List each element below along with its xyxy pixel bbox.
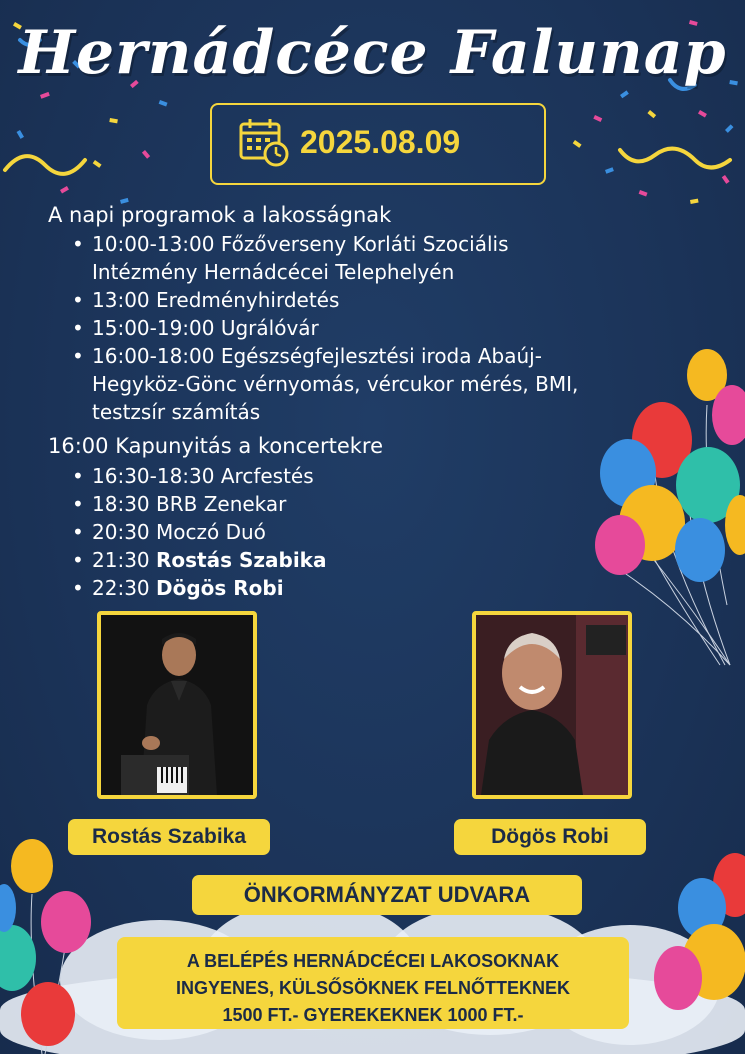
performer-photo-rostas-szabika <box>97 611 257 799</box>
concert-item: • 20:30 Moczó Duó <box>72 518 472 546</box>
program-item: • 10:00-13:00 Főzőverseny Korláti Szociális Intézmény Hernádcécei Telephelyén <box>72 230 632 286</box>
venue-banner: ÖNKORMÁNYZAT UDVARA <box>192 875 582 915</box>
concert-item: • 22:30 Dögös Robi <box>72 574 472 602</box>
entry-line: INGYENES, KÜLSŐSÖKNEK FELNŐTTEKNEK <box>175 978 571 998</box>
calendar-clock-icon <box>238 116 290 168</box>
concert-program-list <box>72 462 472 602</box>
poster-title: Hernádcéce Falunap <box>18 18 727 88</box>
concert-item: • 21:30 Rostás Szabika <box>72 546 472 574</box>
entry-line: 1500 FT.- GYEREKEKNEK 1000 FT.- <box>222 1005 524 1025</box>
section-heading-concerts: 16:00 Kapunyitás a koncertekre <box>48 434 384 458</box>
daily-program-list <box>72 230 632 426</box>
balloons-bottom-right-decoration <box>650 850 745 1054</box>
balloons-left-decoration <box>0 838 110 1054</box>
performer-photo-dogos-robi <box>472 611 632 799</box>
performer-name-badge: Rostás Szabika <box>68 819 270 855</box>
program-item: • 15:00-19:00 Ugrálóvár <box>72 314 632 342</box>
event-date: 2025.08.09 <box>300 124 461 160</box>
performer-name-badge: Dögös Robi <box>454 819 646 855</box>
concert-item: • 18:30 BRB Zenekar <box>72 490 472 518</box>
entry-fee-banner <box>117 937 629 1029</box>
program-item: • 16:00-18:00 Egészségfejlesztési iroda Abaúj- Hegyköz-Gönc vérnyomás, vércukor mérés, BMI, testzsír számítás <box>72 342 632 426</box>
section-heading-daily-programs: A napi programok a lakosságnak <box>48 203 392 227</box>
performer-portrait-image <box>476 615 628 795</box>
concert-item: • 16:30-18:30 Arcfestés <box>72 462 472 490</box>
performer-portrait-image <box>101 615 253 795</box>
entry-line: A BELÉPÉS HERNÁDCÉCEI LAKOSOKNAK <box>186 951 560 971</box>
program-item: • 13:00 Eredményhirdetés <box>72 286 632 314</box>
